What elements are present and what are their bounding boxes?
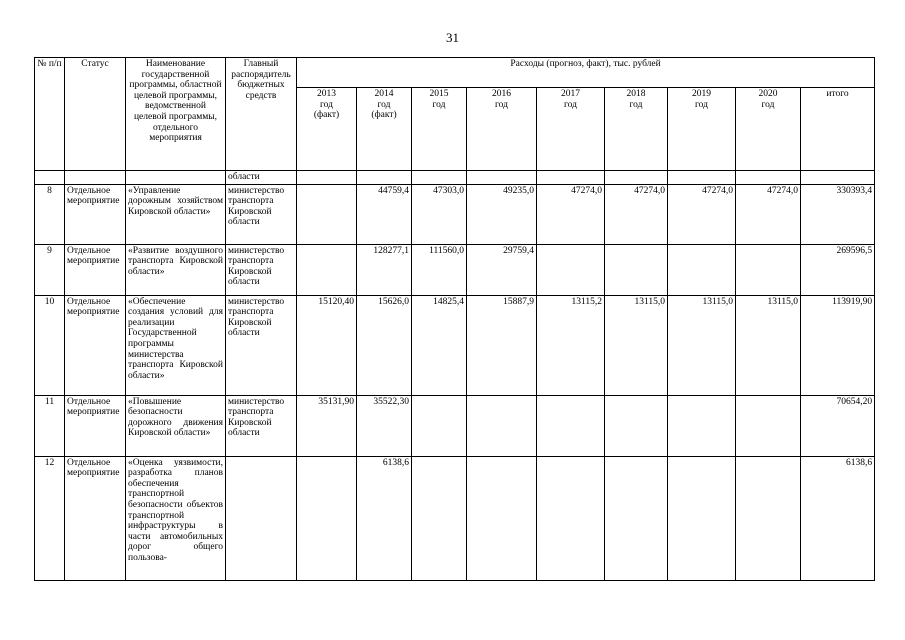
header-year-note: (факт) [371, 110, 397, 121]
header-row-1 [35, 58, 875, 88]
row-num: 11 [35, 395, 65, 456]
header-year-2013 [297, 88, 357, 171]
header-total: итого [801, 88, 875, 171]
row-value-2013 [297, 244, 357, 295]
row-value-2018: 13115,0 [605, 295, 668, 395]
row-value-2020 [736, 244, 801, 295]
header-year-year: 2017 [561, 89, 580, 99]
header-year-2018 [605, 88, 668, 171]
row-total: 269596,5 [801, 244, 875, 295]
row-admin: министерство транспорта Кировской области [226, 295, 297, 395]
row-value-2013 [297, 184, 357, 244]
row-name: «Развитие воздушного транспорта Кировской области» [126, 244, 226, 295]
row-value-2019 [668, 395, 736, 456]
header-year-2015 [412, 88, 467, 171]
row-value-2015: 14825,4 [412, 295, 467, 395]
row-value-2019: 13115,0 [668, 295, 736, 395]
row-value-2013 [297, 456, 357, 580]
row-value-2018 [605, 395, 668, 456]
table-row [35, 184, 875, 244]
row-total: 70654,20 [801, 395, 875, 456]
row-num: 8 [35, 184, 65, 244]
header-year-unit: год [495, 99, 508, 110]
header-year-unit: год [629, 99, 643, 110]
row-value-2020 [736, 395, 801, 456]
row-value-2013: 35131,90 [297, 395, 357, 456]
header-year-year: 2014 [374, 89, 394, 99]
row-admin: министерство транспорта Кировской области [226, 395, 297, 456]
row-value-2014: 44759,4 [357, 184, 412, 244]
header-year-unit: год [377, 99, 391, 110]
header-status: Статус [65, 58, 126, 171]
header-year-2019 [668, 88, 736, 171]
row-value-2015 [412, 456, 467, 580]
header-year-year: 2020 [758, 89, 778, 99]
row-name: «Повышение безопасности дорожного движения Кировской области» [126, 395, 226, 456]
expenses-table [34, 57, 875, 581]
table-row [35, 295, 875, 395]
row-value-2017 [537, 456, 605, 580]
header-year-2016 [467, 88, 537, 171]
row-value-2014: 35522,30 [357, 395, 412, 456]
header-year-note: (факт) [313, 110, 340, 121]
header-year-2020 [736, 88, 801, 171]
row-value-2016 [467, 456, 537, 580]
row-status: Отдельное мероприятие [65, 456, 126, 580]
row-name: «Управление дорожным хозяйством Кировской области» [126, 184, 226, 244]
row-value-2015: 47303,0 [412, 184, 467, 244]
row-admin [226, 456, 297, 580]
header-year-year: 2013 [317, 89, 336, 99]
row-value-2018 [605, 244, 668, 295]
row-admin: министерство транспорта Кировской области [226, 244, 297, 295]
row-value-2017: 47274,0 [537, 184, 605, 244]
row-value-2018: 47274,0 [605, 184, 668, 244]
row-num: 9 [35, 244, 65, 295]
header-num: № п/п [35, 58, 65, 171]
table-body [35, 184, 875, 580]
row-value-2019: 47274,0 [668, 184, 736, 244]
row-value-2019 [668, 244, 736, 295]
row-value-2013: 15120,40 [297, 295, 357, 395]
row-value-2017 [537, 244, 605, 295]
row-value-2016: 15887,9 [467, 295, 537, 395]
row-value-2018 [605, 456, 668, 580]
row-status: Отдельное мероприятие [65, 395, 126, 456]
header-year-2014 [357, 88, 412, 171]
header-year-2017 [537, 88, 605, 171]
continuation-row [35, 171, 875, 185]
row-value-2015 [412, 395, 467, 456]
row-total: 6138,6 [801, 456, 875, 580]
row-total: 330393,4 [801, 184, 875, 244]
row-total: 113919,90 [801, 295, 875, 395]
table-row [35, 244, 875, 295]
header-year-year: 2015 [429, 89, 449, 99]
row-value-2020: 13115,0 [736, 295, 801, 395]
header-admin: Главный распорядитель бюджетных средств [226, 58, 297, 171]
row-status: Отдельное мероприятие [65, 244, 126, 295]
row-value-2019 [668, 456, 736, 580]
page-number: 31 [446, 30, 459, 45]
row-admin: министерство транспорта Кировской области [226, 184, 297, 244]
row-value-2017 [537, 395, 605, 456]
row-num: 12 [35, 456, 65, 580]
row-value-2016 [467, 395, 537, 456]
row-name: «Обеспечение создания условий для реализации Государственной программы министерства транспорта Кировской области» [126, 295, 226, 395]
header-year-year: 2019 [692, 89, 711, 99]
header-year-unit: год [695, 99, 708, 110]
header-year-unit: год [320, 99, 333, 110]
row-value-2016: 29759,4 [467, 244, 537, 295]
row-name: «Оценка уязвимости, разработка планов обеспечения транспортной безопасности объектов транспортной инфраструктуры в части автомобильных дорог общего пользова- [126, 456, 226, 580]
header-year-unit: год [761, 99, 775, 110]
header-year-unit: год [564, 99, 577, 110]
header-year-unit: год [432, 99, 446, 110]
row-value-2014: 15626,0 [357, 295, 412, 395]
header-year-year: 2016 [492, 89, 511, 99]
row-status: Отдельное мероприятие [65, 295, 126, 395]
row-value-2017: 13115,2 [537, 295, 605, 395]
row-value-2016: 49235,0 [467, 184, 537, 244]
row-status: Отдельное мероприятие [65, 184, 126, 244]
row-value-2014: 6138,6 [357, 456, 412, 580]
row-value-2020 [736, 456, 801, 580]
row-value-2015: 111560,0 [412, 244, 467, 295]
row-num: 10 [35, 295, 65, 395]
row-value-2014: 128277,1 [357, 244, 412, 295]
header-expenses: Расходы (прогноз, факт), тыс. рублей [297, 58, 875, 88]
row-value-2020: 47274,0 [736, 184, 801, 244]
header-name: Наименование государственной программы, областной целевой программы, ведомственной целевой программы, отдельного мероприятия [126, 58, 226, 171]
header-year-year: 2018 [626, 89, 646, 99]
continuation-admin: области [226, 171, 297, 185]
table-row [35, 456, 875, 580]
table-row [35, 395, 875, 456]
